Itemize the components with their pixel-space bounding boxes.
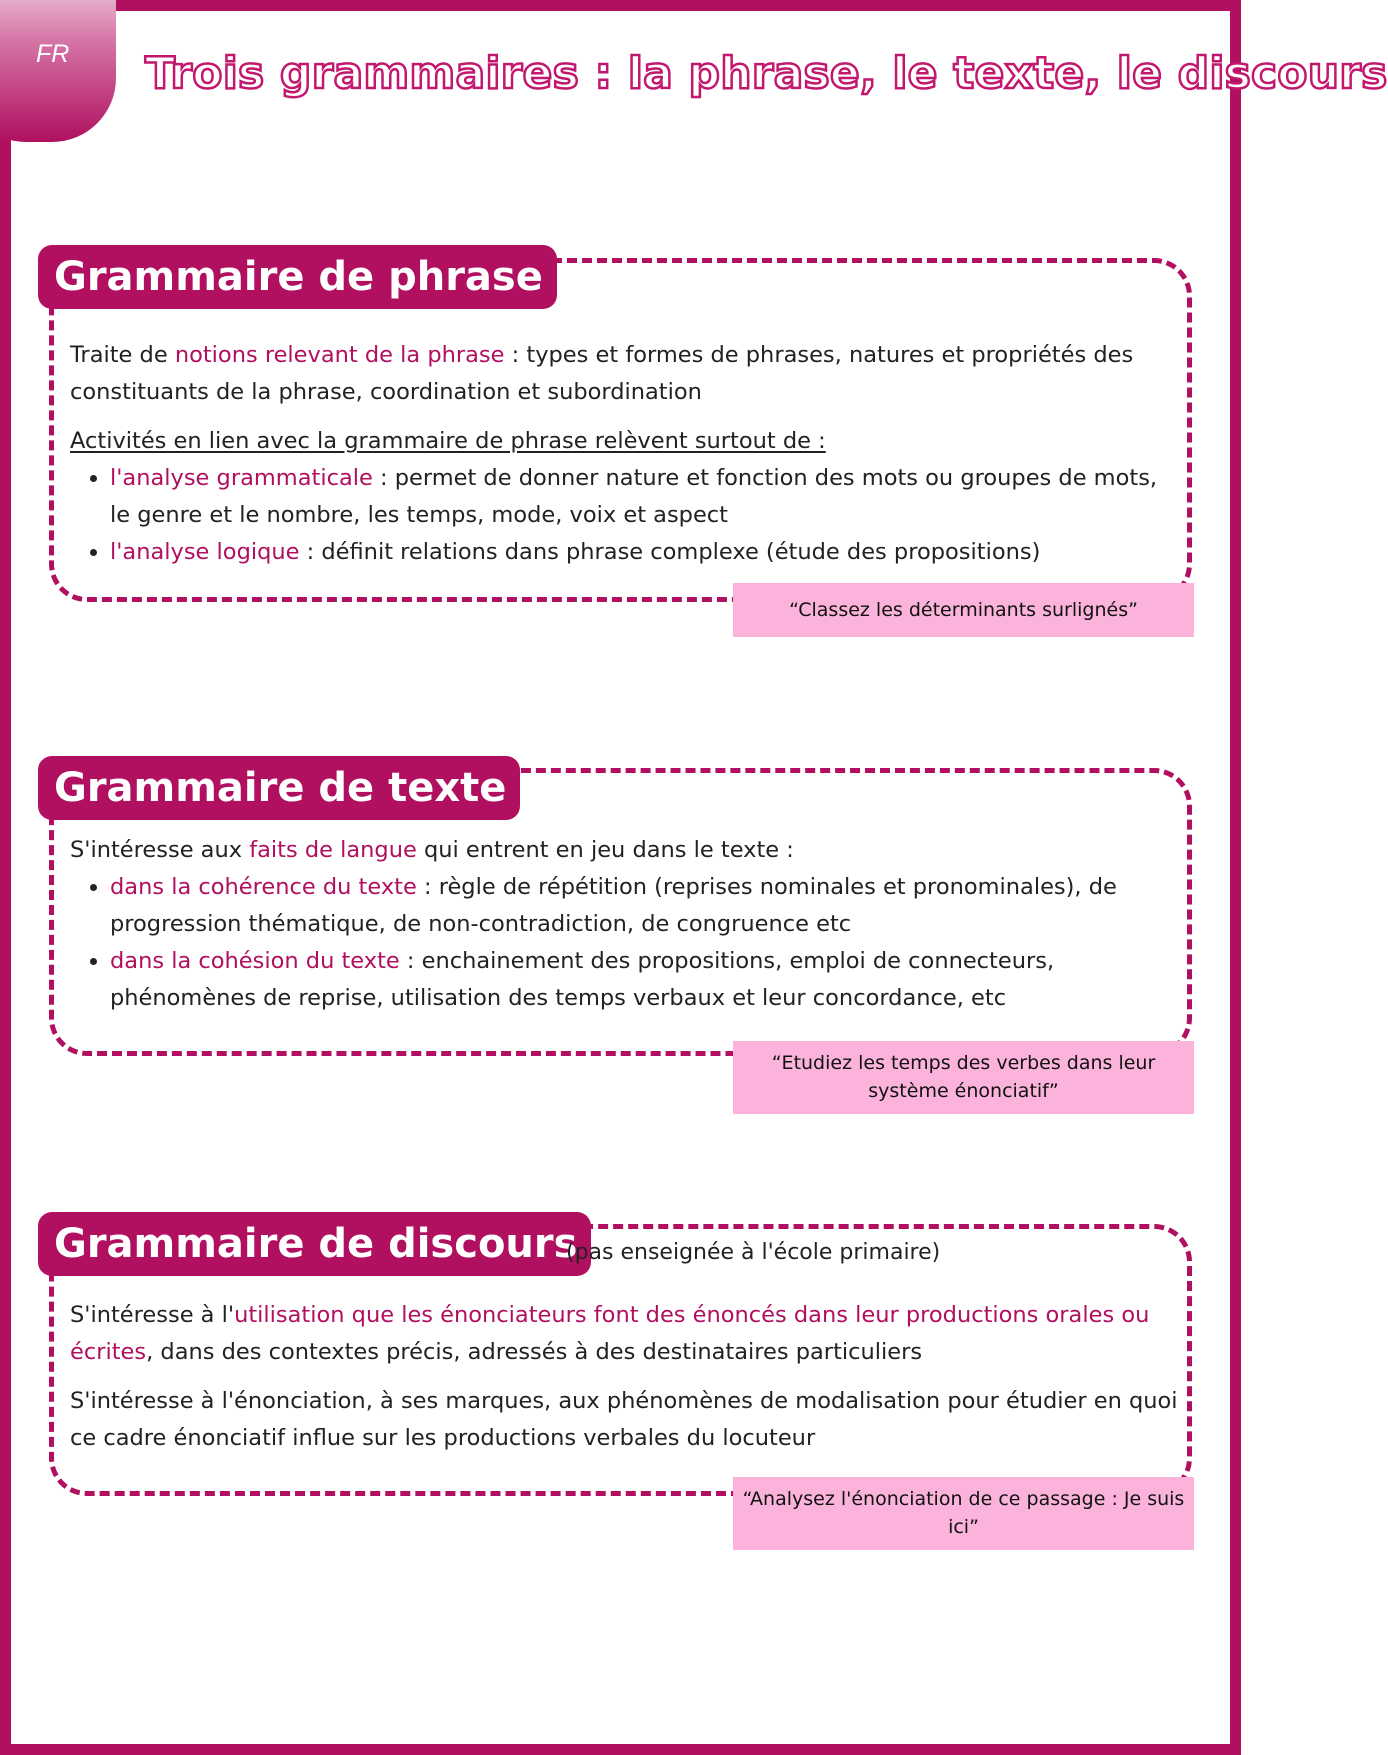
- section-body-texte: [70, 832, 1178, 1017]
- list-item: [110, 943, 1178, 1017]
- bullet-highlight: l'analyse grammaticale: [110, 465, 373, 491]
- texte-intro: [70, 832, 1178, 869]
- page-title: Trois grammaires : la phrase, le texte, le discours: [145, 48, 1388, 99]
- texte-intro-highlight: faits de langue: [249, 837, 417, 863]
- section-heading-discours: Grammaire de discours: [38, 1212, 591, 1276]
- example-box-discours: “Analysez l'énonciation de ce passage : Je suis ici”: [733, 1477, 1194, 1550]
- bullet-text: : permet de donner nature et fonction des mots ou groupes de mots, le genre et le nombre, les temps, mode, voix et aspect: [110, 465, 1158, 528]
- subject-badge-label: FR: [36, 40, 70, 68]
- phrase-intro: [70, 337, 1178, 411]
- list-item: [110, 460, 1178, 534]
- phrase-intro-suffix: : types et formes de phrases, natures et propriétés des constituants de la phrase, coordination et subordination: [70, 342, 1134, 405]
- bullet-highlight: dans la cohérence du texte: [110, 874, 417, 900]
- bullet-text: : définit relations dans phrase complexe (étude des propositions): [299, 539, 1041, 565]
- discours-para-1: [70, 1297, 1178, 1371]
- example-box-texte: “Etudiez les temps des verbes dans leur système énonciatif”: [733, 1041, 1194, 1114]
- phrase-bullet-list: [70, 460, 1178, 571]
- discours-para1-prefix: S'intéresse à l': [70, 1302, 235, 1328]
- bullet-highlight: l'analyse logique: [110, 539, 300, 565]
- bullet-highlight: dans la cohésion du texte: [110, 948, 400, 974]
- phrase-intro-prefix: Traite de: [70, 342, 175, 368]
- texte-bullet-list: [70, 869, 1178, 1017]
- example-box-phrase: “Classez les déterminants surlignés”: [733, 583, 1194, 637]
- section-body-phrase: [70, 337, 1178, 571]
- list-item: [110, 869, 1178, 943]
- section-heading-texte: Grammaire de texte: [38, 756, 520, 820]
- texte-intro-suffix: qui entrent en jeu dans le texte :: [416, 837, 794, 863]
- discours-para1-suffix: , dans des contextes précis, adressés à des destinataires particuliers: [146, 1339, 923, 1365]
- phrase-intro-highlight: notions relevant de la phrase: [174, 342, 505, 368]
- texte-intro-prefix: S'intéresse aux: [70, 837, 250, 863]
- discours-para-2: S'intéresse à l'énonciation, à ses marques, aux phénomènes de modalisation pour étudier en quoi ce cadre énonciatif influe sur les productions verbales du locuteur: [70, 1388, 1178, 1451]
- bullet-text: : règle de répétition (reprises nominales et pronominales), de progression thématique, de non-contradiction, de congruence etc: [110, 874, 1117, 937]
- discours-note: (pas enseignée à l'école primaire): [566, 1240, 941, 1265]
- section-body-discours: [70, 1297, 1178, 1457]
- discours-para1-highlight: utilisation que les énonciateurs font des énoncés dans leur productions orales ou écrites: [70, 1302, 1150, 1365]
- subject-badge: [0, 0, 116, 142]
- bullet-text: : enchainement des propositions, emploi de connecteurs, phénomènes de reprise, utilisation des temps verbaux et leur concordance, etc: [110, 948, 1055, 1011]
- section-heading-phrase: Grammaire de phrase: [38, 245, 557, 309]
- list-item: [110, 534, 1178, 571]
- phrase-activities-label: Activités en lien avec la grammaire de phrase relèvent surtout de :: [70, 428, 826, 454]
